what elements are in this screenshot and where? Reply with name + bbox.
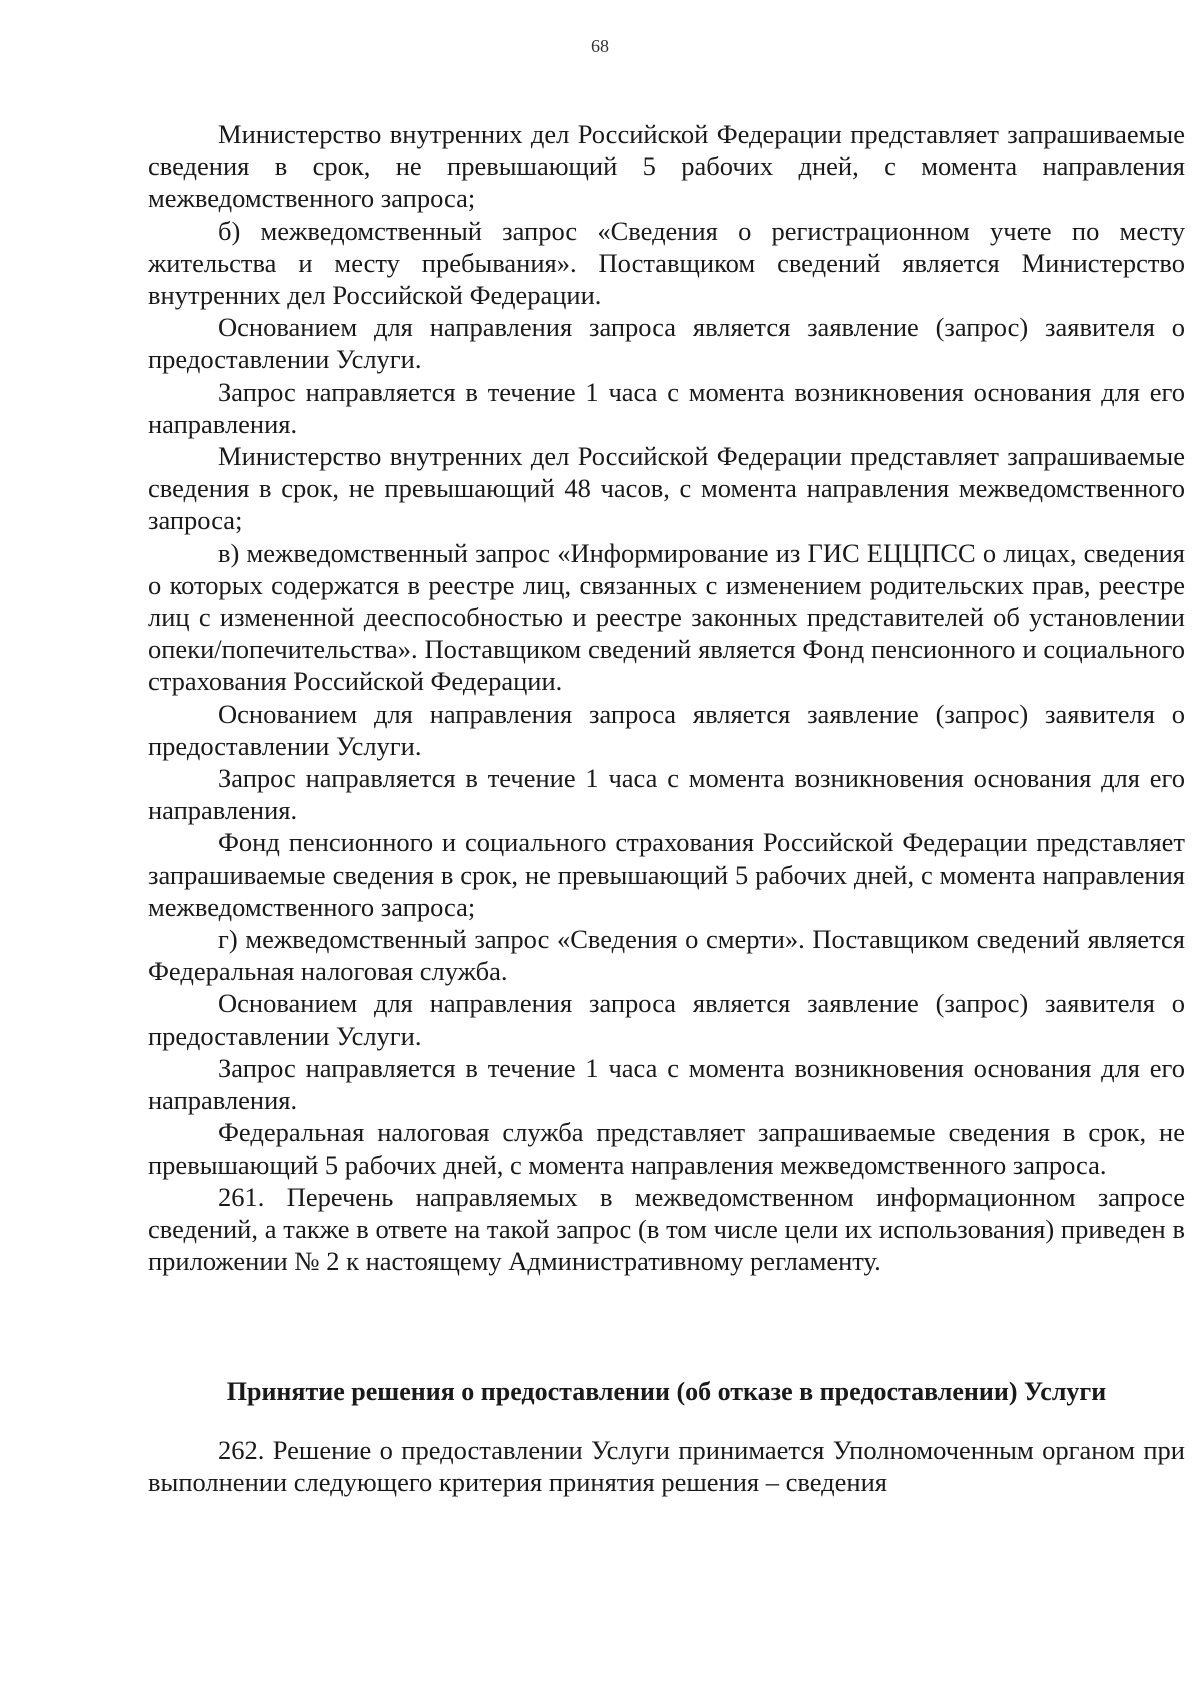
page-number: 68 [591,36,609,56]
paragraph: Федеральная налоговая служба представляет запрашиваемые сведения в срок, не превышающий 5 рабочих дней, с момента направления межведомственного запроса. [148,1117,1185,1180]
paragraph: Основанием для направления запроса является заявление (запрос) заявителя о предоставлении Услуги. [148,698,1185,761]
paragraph: 261. Перечень направляемых в межведомственном информационном запросе сведений, а также в ответе на такой запрос (в том числе цели их использования) приведен в приложении № 2 к настоящему Административному регламенту. [148,1181,1185,1277]
paragraph: в) межведомственный запрос «Информирование из ГИС ЕЦЦПСС о лицах, сведения о которых содержатся в реестре лиц, связанных с изменением родительских прав, реестре лиц с измененной дееспособностью и реестре законных представителей об установлении опеки/попечительства». Поставщиком сведений является Фонд пенсионного и социального страхования Российской Федерации. [148,537,1185,697]
paragraph: б) межведомственный запрос «Сведения о регистрационном учете по месту жительства и месту пребывания». Поставщиком сведений является Министерство внутренних дел Российской Федерации. [148,215,1185,311]
paragraph: Министерство внутренних дел Российской Федерации представляет запрашиваемые сведения в срок, не превышающий 5 рабочих дней, с момента направления межведомственного запроса; [148,119,1185,214]
document-body [148,118,1185,1277]
paragraph: Основанием для направления запроса является заявление (запрос) заявителя о предоставлении Услуги. [148,988,1185,1051]
paragraph: 262. Решение о предоставлении Услуги принимается Уполномоченным органом при выполнении следующего критерия принятия решения – сведения [148,1435,1185,1498]
paragraph: Запрос направляется в течение 1 часа с момента возникновения основания для его направления. [148,763,1185,826]
paragraph: Основанием для направления запроса является заявление (запрос) заявителя о предоставлении Услуги. [148,312,1185,375]
section-heading: Принятие решения о предоставлении (об отказе в предоставлении) Услуги [226,1377,1107,1406]
section-body [148,1434,1185,1498]
paragraph: Запрос направляется в течение 1 часа с момента возникновения основания для его направления. [148,1052,1185,1116]
paragraph: г) межведомственный запрос «Сведения о смерти». Поставщиком сведений является Федеральная налоговая служба. [148,924,1185,987]
paragraph: Фонд пенсионного и социального страхования Российской Федерации представляет запрашиваемые сведения в срок, не превышающий 5 рабочих дней, с момента направления межведомственного запроса; [148,827,1185,922]
paragraph: Министерство внутренних дел Российской Федерации представляет запрашиваемые сведения в срок, не превышающий 48 часов, с момента направления межведомственного запроса; [148,441,1185,536]
paragraph: Запрос направляется в течение 1 часа с момента возникновения основания для его направления. [148,376,1185,439]
